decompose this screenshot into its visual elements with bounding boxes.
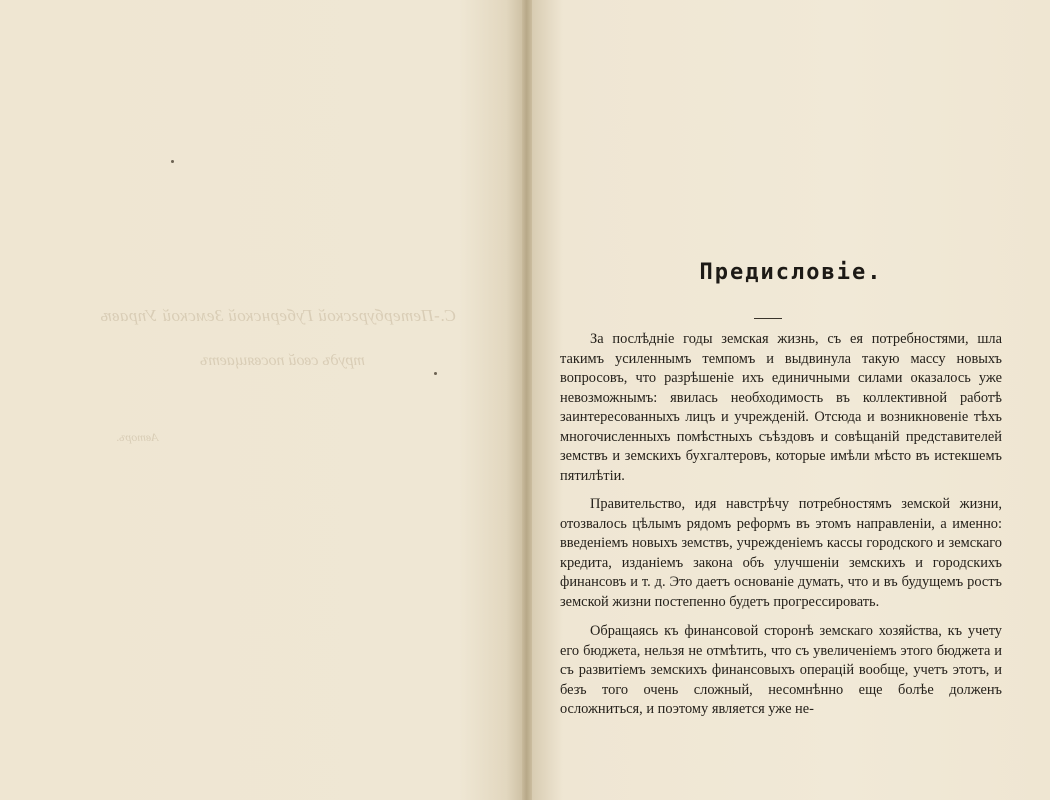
paragraph-2: Правительство, идя навстрѣчу потребностямъ земской жизни, отозвалось цѣлымъ рядомъ реформъ въ этомъ направленіи, а именно: введеніемъ новыхъ земствъ, учрежденіемъ кассы городского и земскаго кредита, изданіемъ закона объ улучшеніи земскихъ и городскихъ финансовъ и т. д. Это даетъ основаніе думать, что и въ будущемъ ростъ земской жизни постепенно будетъ прогрессировать. [560, 496, 1002, 610]
ink-speck [434, 372, 437, 375]
paragraph-1: За послѣдніе годы земская жизнь, съ ея потребностями, шла такимъ усиленнымъ темпомъ и выдвинула такую массу новыхъ вопросовъ, что разрѣшеніе ихъ единичными силами оказалось уже невозможнымъ: явилась необходимость въ коллективной работѣ заинтересованныхъ лицъ и учрежденій. Отсюда и возникновеніе тѣхъ многочисленныхъ помѣстныхъ съѣздовъ и совѣщаній представителей земствъ и земскихъ бухгалтеровъ, которые имѣли мѣсто въ истекшемъ пятилѣтіи. [560, 331, 1002, 484]
paragraph-3: Обращаясь къ финансовой сторонѣ земскаго хозяйства, къ учету его бюджета, нельзя не отмѣтить, что съ увеличеніемъ этого бюджета и съ развитіемъ земскихъ финансовыхъ операцій вообще, учетъ этотъ, и безъ того очень сложный, несомнѣнно еще болѣе долженъ осложниться, и поэтому является уже не- [560, 623, 1002, 717]
book-gutter [522, 0, 532, 800]
title-underline [754, 318, 782, 319]
page-title: Предисловіе. [699, 260, 883, 285]
ink-speck [171, 160, 174, 163]
right-page [532, 0, 1050, 800]
dedication-signature: Авторъ. [116, 430, 159, 444]
left-page [0, 0, 522, 800]
dedication-line-2: трудъ свой посвящаетъ [200, 352, 365, 369]
dedication-line-1: С.-Петербургской Губернской Земской Управѣ [100, 306, 457, 325]
preface-body [560, 330, 1002, 729]
